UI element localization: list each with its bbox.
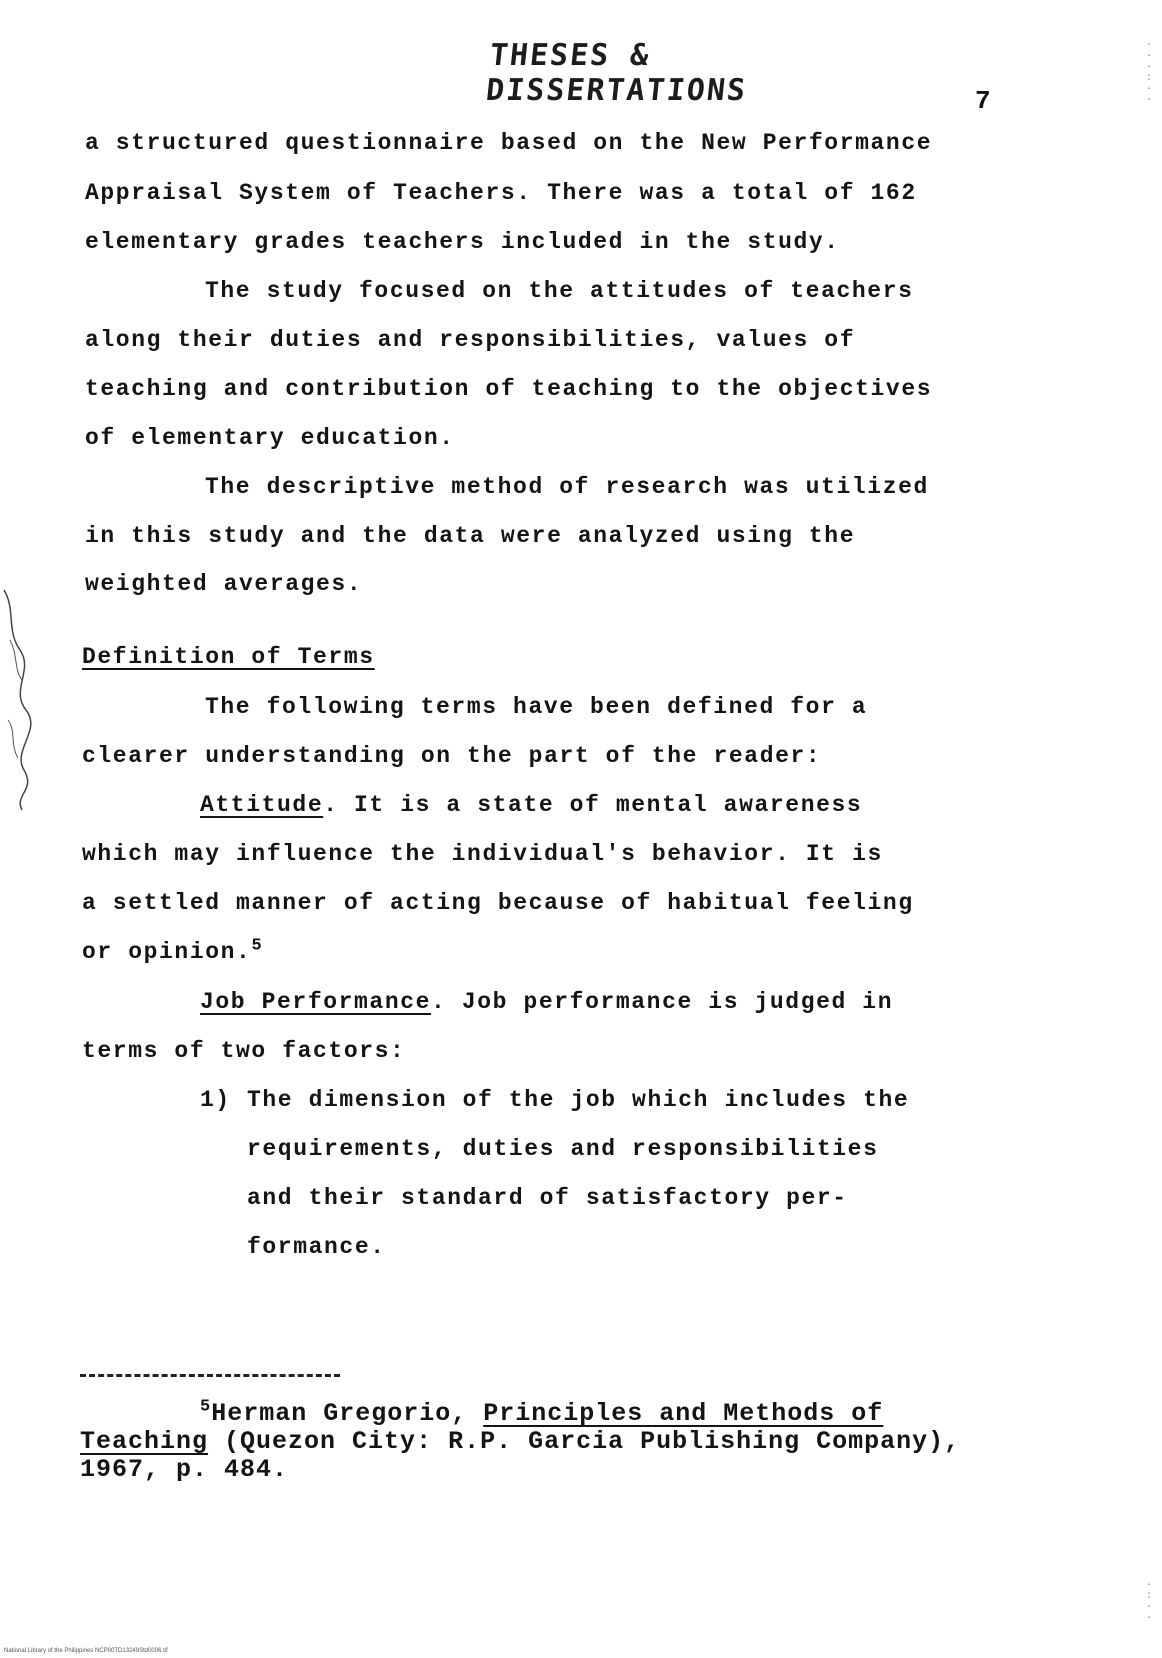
text-line: a structured questionnaire based on the New Performance bbox=[85, 130, 933, 156]
footnote-publisher: (Quezon City: R.P. Garcia Publishing Company), bbox=[208, 1427, 961, 1456]
scan-edge-dots: · : · · bbox=[1146, 1580, 1153, 1624]
footnote-title: Principles and Methods of bbox=[483, 1399, 884, 1428]
text-line: in this study and the data were analyzed using the bbox=[85, 523, 856, 549]
footnote-author: Herman Gregorio, bbox=[211, 1399, 484, 1428]
list-item-text: formance. bbox=[247, 1234, 386, 1260]
definition-text: or opinion. bbox=[82, 939, 252, 965]
text-line: clearer understanding on the part of the reader: bbox=[82, 743, 822, 769]
definition-text: . It is a state of mental awareness bbox=[323, 792, 863, 818]
archive-stamp: THESES & DISSERTATIONS bbox=[484, 38, 749, 108]
list-item-text: The dimension of the job which includes the bbox=[247, 1087, 910, 1113]
text-line: of elementary education. bbox=[85, 425, 455, 451]
list-item-marker: 1) bbox=[200, 1087, 231, 1113]
footnote-line: 1967, p. 484. bbox=[80, 1455, 289, 1484]
scan-footer: National Library of the Philippines NCP00TD13249Std0006.tif bbox=[4, 1648, 168, 1654]
text-line: along their duties and responsibilities, values of bbox=[85, 327, 856, 353]
text-line: weighted averages. bbox=[85, 571, 363, 597]
definition-job-performance-line bbox=[200, 987, 893, 1017]
footnote-rule bbox=[80, 1374, 340, 1377]
list-item-text: requirements, duties and responsibilities bbox=[247, 1136, 879, 1162]
text-line: which may influence the individual's behavior. It is bbox=[82, 841, 883, 867]
text-line: Appraisal System of Teachers. There was a total of 162 bbox=[85, 180, 917, 206]
scan-edge-dots: · · · : · · bbox=[1146, 40, 1153, 106]
text-line: The study focused on the attitudes of teachers bbox=[205, 278, 914, 304]
footnote-title: Teaching bbox=[80, 1427, 209, 1456]
text-line: elementary grades teachers included in the study. bbox=[85, 229, 840, 255]
text-line bbox=[82, 937, 263, 967]
text-line: a settled manner of acting because of habitual feeling bbox=[82, 890, 914, 916]
section-heading: Definition of Terms bbox=[82, 644, 375, 670]
footnote-number: 5 bbox=[200, 1397, 212, 1417]
footnote-reference: 5 bbox=[251, 936, 264, 956]
footnote-line bbox=[80, 1428, 960, 1456]
term-attitude: Attitude bbox=[200, 792, 324, 818]
text-line: The descriptive method of research was utilized bbox=[205, 474, 929, 500]
list-item-text: and their standard of satisfactory per- bbox=[247, 1185, 848, 1211]
text-line: terms of two factors: bbox=[82, 1038, 406, 1064]
definition-attitude-line bbox=[200, 790, 862, 820]
handwritten-margin-mark bbox=[0, 580, 40, 820]
footnote-line bbox=[200, 1397, 884, 1428]
definition-text: . Job performance is judged in bbox=[431, 989, 894, 1015]
text-line: The following terms have been defined for a bbox=[205, 694, 868, 720]
text-line: teaching and contribution of teaching to the objectives bbox=[85, 376, 933, 402]
page-number: 7 bbox=[975, 86, 991, 116]
term-job-performance: Job Performance bbox=[200, 989, 432, 1015]
